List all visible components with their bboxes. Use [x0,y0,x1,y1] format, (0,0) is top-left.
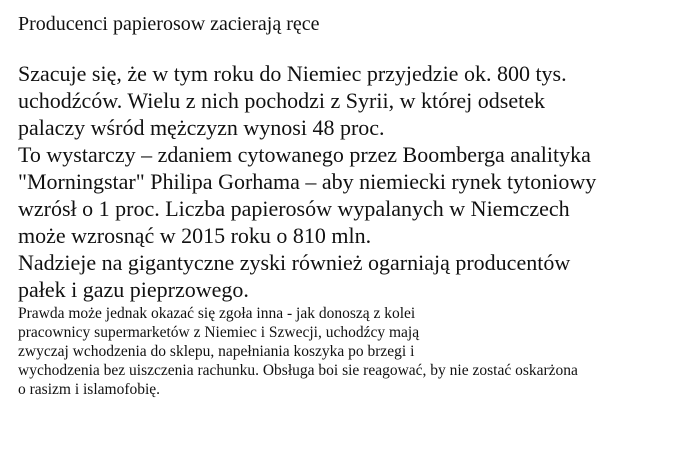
text-line: Nadzieje na gigantyczne zyski również ogarniają producentów [18,250,571,275]
text-line: zwyczaj wchodzenia do sklepu, napełniania koszyka po brzegi i [18,343,415,360]
text-line: To wystarczy – zdaniem cytowanego przez Boomberga analityka [18,142,591,167]
article-title: Producenci papierosow zacierają ręce [18,13,320,35]
text-line: pracownicy supermarketów z Niemiec i Szwecji, uchodźcy mają [18,324,420,341]
text-line: palaczy wśród mężczyzn wynosi 48 proc. [18,115,385,140]
text-line: wzrósł o 1 proc. Liczba papierosów wypalanych w Niemczech [18,196,570,221]
text-line: o rasizm i islamofobię. [18,381,161,398]
article [18,12,694,399]
article-body-large [18,60,694,303]
text-line: Szacuje się, że w tym roku do Niemiec przyjedzie ok. 800 tys. [18,61,567,86]
text-line: "Morningstar" Philipa Gorhama – aby niemiecki rynek tytoniowy [18,169,597,194]
text-line: wychodzenia bez uiszczenia rachunku. Obsługa boi sie reagować, by nie zostać oskarżona [18,362,578,379]
text-line: może wzrosnąć w 2015 roku o 810 mln. [18,223,372,248]
text-line: Prawda może jednak okazać się zgoła inna - jak donoszą z kolei [18,305,416,322]
text-line: uchodźców. Wielu z nich pochodzi z Syrii, w której odsetek [18,88,545,113]
text-line: pałek i gazu pieprzowego. [18,277,249,302]
article-body-small [18,304,694,399]
